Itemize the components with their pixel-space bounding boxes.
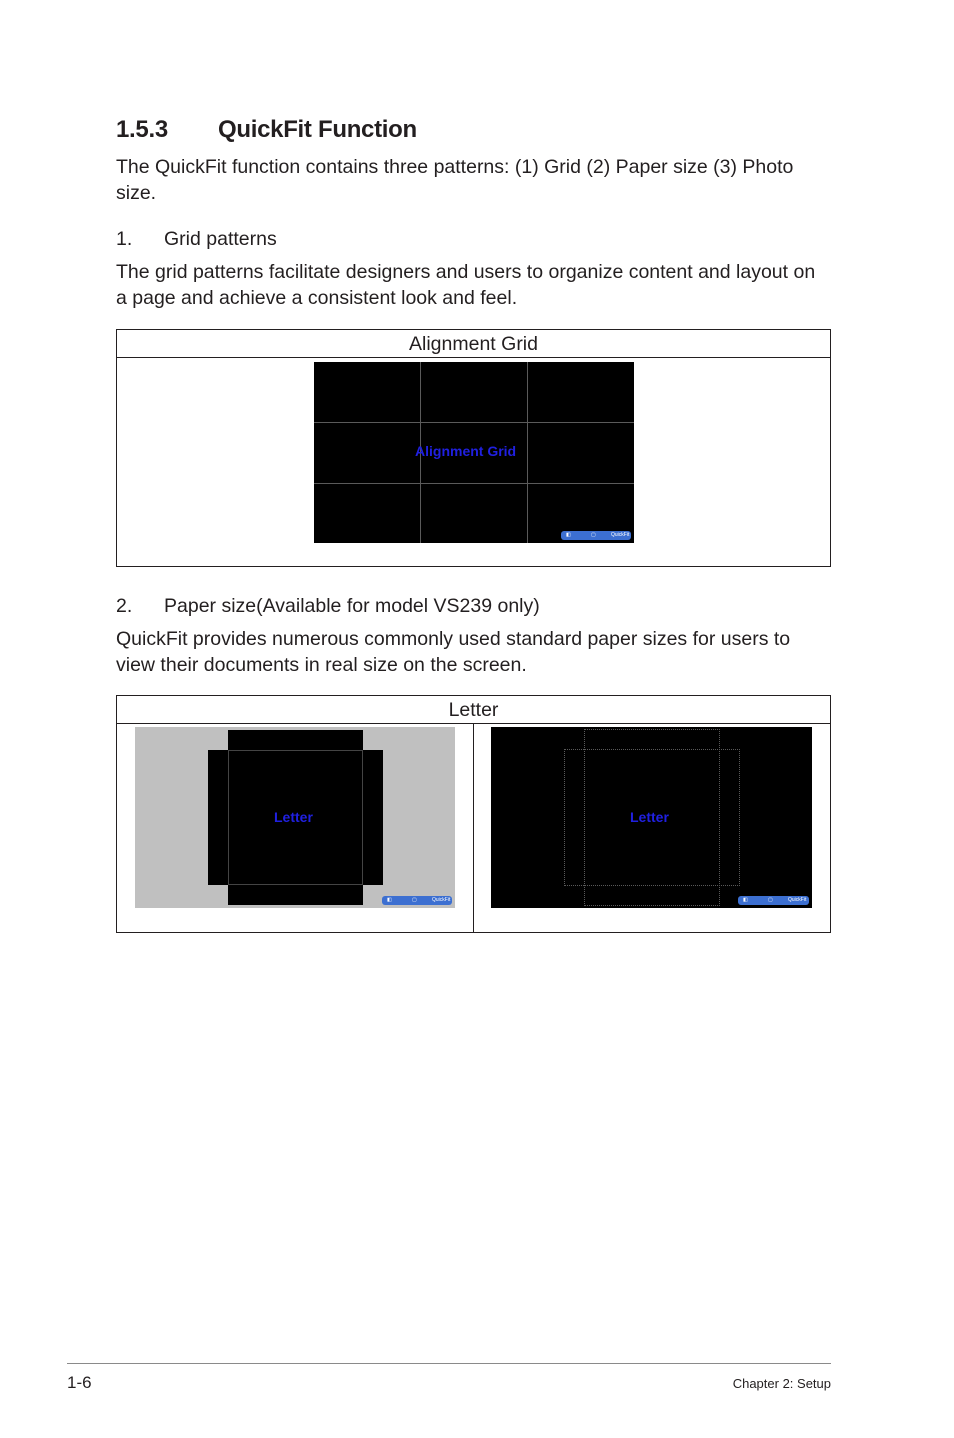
item-title: Grid patterns xyxy=(164,228,277,250)
item-number: 2. xyxy=(116,595,133,617)
section-title: QuickFit Function xyxy=(218,116,417,143)
paper-size-description: QuickFit provides numerous commonly used standard paper sizes for users to view their documents in real size on the screen. xyxy=(116,628,791,676)
osd-square-icon: ▢ xyxy=(768,897,773,903)
screen-label: Alignment Grid xyxy=(415,443,517,459)
osd-input-icon: ◧ xyxy=(743,897,748,903)
letter-portrait-screen xyxy=(135,727,455,908)
letter-figure xyxy=(116,695,831,933)
osd-square-icon: ▢ xyxy=(412,897,417,903)
grid-line xyxy=(314,422,634,423)
alignment-grid-figure xyxy=(116,329,831,567)
section-heading xyxy=(116,116,417,144)
cell-divider xyxy=(473,724,474,932)
item-grid-patterns xyxy=(116,226,277,252)
osd-input-icon: ◧ xyxy=(566,532,571,538)
osd-label: QuickFit xyxy=(611,532,630,538)
alignment-grid-screen xyxy=(314,362,634,543)
osd-label: QuickFit xyxy=(432,897,451,903)
item-title: Paper size(Available for model VS239 only) xyxy=(164,595,540,617)
item-number: 1. xyxy=(116,228,133,250)
screen-label: Letter xyxy=(630,809,669,825)
grid-line xyxy=(527,362,528,543)
footer-rule xyxy=(67,1363,831,1364)
page-number: 1-6 xyxy=(67,1373,92,1392)
intro-paragraph: The QuickFit function contains three patterns: (1) Grid (2) Paper size (3) Photo size. xyxy=(116,156,794,204)
osd-label: QuickFit xyxy=(788,897,807,903)
letter-landscape-screen xyxy=(491,727,812,908)
osd-bar xyxy=(738,896,809,905)
osd-square-icon: ▢ xyxy=(591,532,596,538)
screen-label: Letter xyxy=(274,809,313,825)
grid-line xyxy=(314,483,634,484)
item-paper-size xyxy=(116,593,540,619)
figure-header: Alignment Grid xyxy=(117,330,830,358)
osd-bar xyxy=(561,531,631,540)
grid-description: The grid patterns facilitate designers and users to organize content and layout on a page and achieve a consistent look and feel. xyxy=(116,261,816,309)
chapter-label: Chapter 2: Setup xyxy=(732,1376,831,1391)
osd-input-icon: ◧ xyxy=(387,897,392,903)
section-number: 1.5.3 xyxy=(116,116,168,143)
figure-header: Letter xyxy=(117,696,830,724)
osd-bar xyxy=(382,896,452,905)
